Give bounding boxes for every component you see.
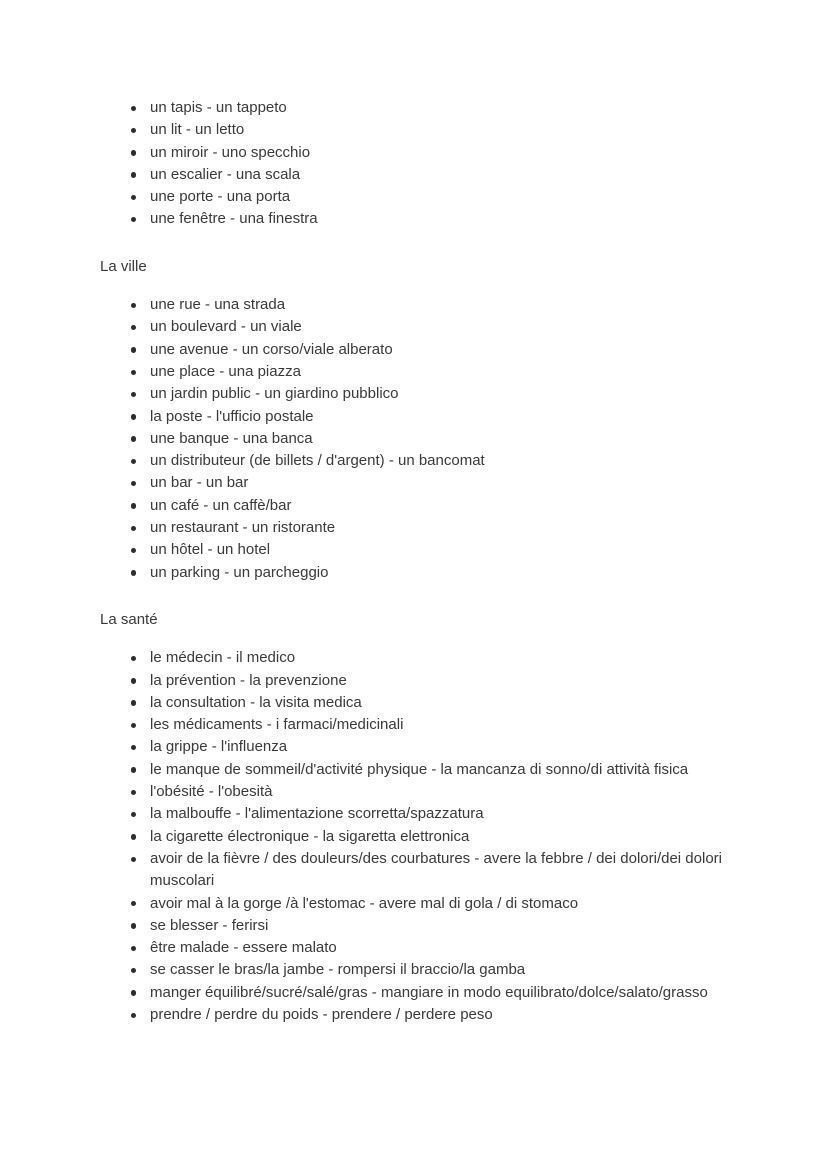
bullet-icon	[131, 812, 136, 817]
bullet-icon	[131, 1013, 136, 1018]
vocab-item-text: un miroir - uno specchio	[150, 143, 311, 161]
bullet-icon	[131, 767, 136, 772]
vocab-item	[100, 781, 728, 803]
vocab-item-text: la malbouffe - l'alimentazione scorretta/spazzatura	[150, 805, 484, 823]
vocab-item-text: une fenêtre - una finestra	[150, 210, 318, 228]
vocab-item	[100, 294, 728, 316]
vocab-item-text: avoir mal à la gorge /à l'estomac - avere mal di gola / di stomaco	[150, 894, 579, 912]
vocab-item	[100, 119, 728, 141]
bullet-icon	[131, 548, 136, 553]
vocab-item-text: prendre / perdre du poids - prendere / perdere peso	[150, 1005, 493, 1023]
bullet-icon	[131, 503, 136, 508]
vocab-item	[100, 208, 728, 230]
vocab-item	[100, 893, 728, 915]
vocab-item	[100, 803, 728, 825]
vocab-item-text: se blesser - ferirsi	[150, 916, 269, 934]
vocab-item-text: un jardin public - un giardino pubblico	[150, 385, 399, 403]
bullet-icon	[131, 745, 136, 750]
vocab-item	[100, 562, 728, 584]
vocab-item	[100, 517, 728, 539]
vocab-item	[100, 714, 728, 736]
vocab-item-text: avoir de la fièvre / des douleurs/des courbatures - avere la febbre / dei dolori/dei dolori muscolari	[150, 849, 722, 890]
vocab-item-text: la prévention - la prevenzione	[150, 671, 347, 689]
bullet-icon	[131, 392, 136, 397]
vocab-item	[100, 1004, 728, 1026]
bullet-icon	[131, 968, 136, 973]
vocab-item	[100, 316, 728, 338]
bullet-icon	[131, 834, 136, 839]
vocab-item-text: un distributeur (de billets / d'argent) - un bancomat	[150, 452, 485, 470]
bullet-icon	[131, 217, 136, 222]
bullet-icon	[131, 723, 136, 728]
bullet-icon	[131, 656, 136, 661]
bullet-icon	[131, 347, 136, 352]
vocab-item	[100, 450, 728, 472]
vocab-item	[100, 361, 728, 383]
vocab-item-text: un café - un caffè/bar	[150, 496, 292, 514]
bullet-icon	[131, 150, 136, 155]
bullet-icon	[131, 459, 136, 464]
vocab-item-text: les médicaments - i farmaci/medicinali	[150, 716, 404, 734]
vocab-item	[100, 692, 728, 714]
bullet-icon	[131, 195, 136, 200]
vocab-item	[100, 97, 728, 119]
bullet-icon	[131, 526, 136, 531]
vocab-section	[100, 256, 728, 584]
vocab-item-text: se casser le bras/la jambe - rompersi il braccio/la gamba	[150, 961, 526, 979]
vocab-item-text: un escalier - una scala	[150, 165, 301, 183]
vocab-item	[100, 186, 728, 208]
bullet-icon	[131, 790, 136, 795]
bullet-icon	[131, 370, 136, 375]
vocab-item	[100, 428, 728, 450]
bullet-icon	[131, 570, 136, 575]
vocab-item	[100, 472, 728, 494]
bullet-icon	[131, 990, 136, 995]
vocab-item-text: un boulevard - un viale	[150, 318, 302, 336]
vocab-item	[100, 339, 728, 361]
vocab-item	[100, 670, 728, 692]
vocab-item-text: la cigarette électronique - la sigaretta elettronica	[150, 827, 470, 845]
vocab-item-text: une porte - una porta	[150, 188, 291, 206]
vocab-list	[100, 294, 728, 584]
vocab-item	[100, 848, 728, 893]
section-heading: La ville	[100, 257, 147, 275]
vocab-item	[100, 406, 728, 428]
bullet-icon	[131, 700, 136, 705]
bullet-icon	[131, 106, 136, 111]
vocab-item-text: un restaurant - un ristorante	[150, 519, 336, 537]
vocab-item-text: une place - una piazza	[150, 362, 301, 380]
vocab-item-text: être malade - essere malato	[150, 939, 337, 957]
vocab-item-text: la consultation - la visita medica	[150, 693, 362, 711]
vocab-item-text: un hôtel - un hotel	[150, 541, 271, 559]
vocab-item	[100, 164, 728, 186]
bullet-icon	[131, 172, 136, 177]
bullet-icon	[131, 901, 136, 906]
vocab-item-text: l'obésité - l'obesità	[150, 783, 273, 801]
bullet-icon	[131, 436, 136, 441]
bullet-icon	[131, 946, 136, 951]
vocab-item	[100, 383, 728, 405]
vocab-item-text: une banque - una banca	[150, 429, 313, 447]
bullet-icon	[131, 414, 136, 419]
vocab-item	[100, 736, 728, 758]
vocab-item-text: un parking - un parcheggio	[150, 563, 329, 581]
vocab-item	[100, 937, 728, 959]
vocab-list	[100, 97, 728, 231]
bullet-icon	[131, 325, 136, 330]
vocab-section	[100, 609, 728, 1026]
bullet-icon	[131, 923, 136, 928]
vocab-item-text: le médecin - il medico	[150, 649, 296, 667]
vocab-item	[100, 826, 728, 848]
section-heading: La santé	[100, 610, 158, 628]
document-content	[100, 97, 728, 1026]
vocab-item	[100, 495, 728, 517]
vocab-item	[100, 759, 728, 781]
vocab-item	[100, 915, 728, 937]
vocab-item-text: un lit - un letto	[150, 121, 245, 139]
vocab-item-text: la grippe - l'influenza	[150, 738, 288, 756]
vocab-item-text: une rue - una strada	[150, 296, 286, 314]
vocab-item-text: la poste - l'ufficio postale	[150, 407, 314, 425]
bullet-icon	[131, 303, 136, 308]
vocab-section	[100, 97, 728, 231]
vocab-item	[100, 647, 728, 669]
vocab-list	[100, 647, 728, 1026]
vocab-item	[100, 959, 728, 981]
vocab-item-text: le manque de sommeil/d'activité physique - la mancanza di sonno/di attività fisica	[150, 760, 689, 778]
vocab-item	[100, 982, 728, 1004]
vocab-item	[100, 539, 728, 561]
bullet-icon	[131, 128, 136, 133]
bullet-icon	[131, 481, 136, 486]
vocab-item-text: une avenue - un corso/viale alberato	[150, 340, 393, 358]
bullet-icon	[131, 857, 136, 862]
vocab-item-text: un bar - un bar	[150, 474, 249, 492]
vocab-item-text: un tapis - un tappeto	[150, 99, 287, 116]
bullet-icon	[131, 678, 136, 683]
vocab-item	[100, 142, 728, 164]
vocab-item-text: manger équilibré/sucré/salé/gras - mangiare in modo equilibrato/dolce/salato/grasso	[150, 983, 708, 1001]
